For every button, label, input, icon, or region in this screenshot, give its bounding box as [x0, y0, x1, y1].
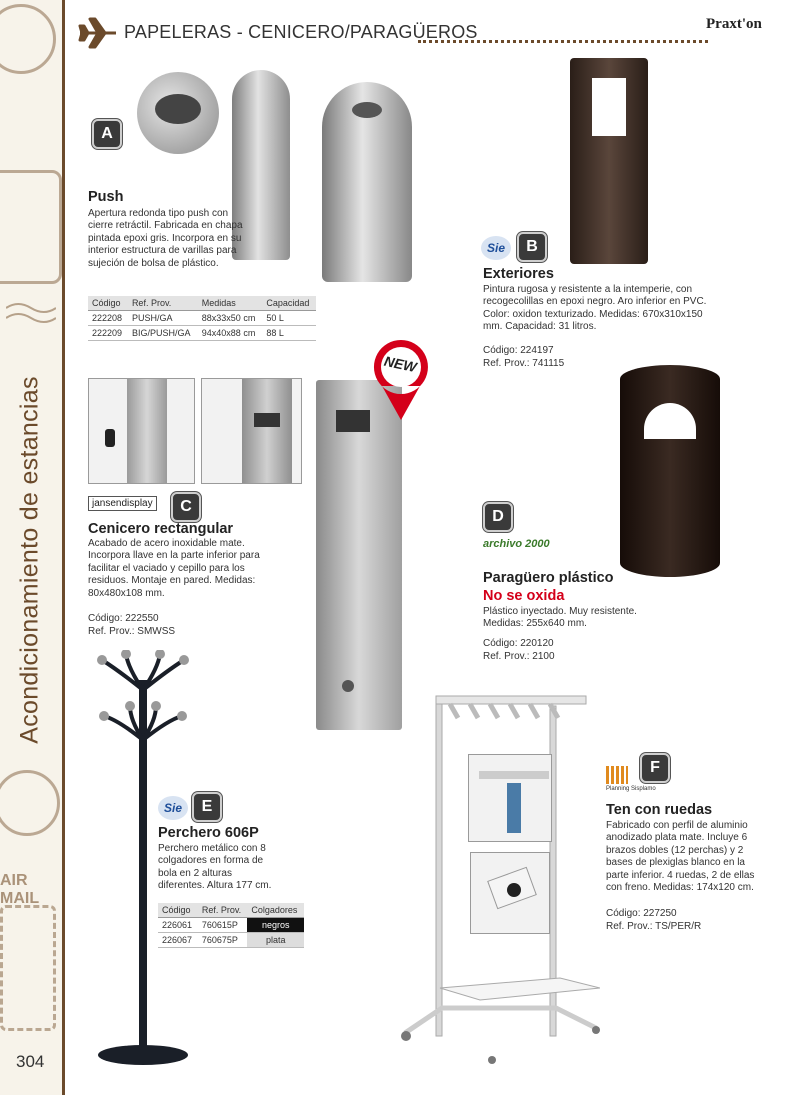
table-row: 222209 BIG/PUSH/GA 94x40x88 cm 88 L	[88, 326, 316, 341]
product-letter-f: F	[640, 753, 670, 783]
product-d-highlight: No se oxida	[483, 588, 565, 604]
airplane-icon	[78, 16, 118, 50]
planning-sisplamo-logo: Planning Sisplamo	[606, 786, 656, 792]
product-b-description: Pintura rugosa y resistente a la intemperie, con recogecolillas en epoxi negro. Aro inferior en PVC. Color: oxidon texturizado. Medidas: 670x310x150 mm. Capacidad: 31 litros.	[483, 284, 707, 333]
product-a-table	[88, 296, 316, 341]
rack-wheel-photo	[470, 852, 550, 934]
push-bin-large	[322, 82, 412, 282]
product-letter-d: D	[483, 502, 513, 532]
product-e-description: Perchero metálico con 8 colgadores en forma de bola en 2 alturas diferentes. Altura 177 cm.	[158, 843, 272, 892]
section-label: Acondicionamiento de estancias	[15, 376, 44, 744]
outdoor-bin-illustration	[570, 58, 648, 264]
postmark-stamp	[0, 4, 56, 74]
table-header: Código	[158, 903, 198, 918]
header-dotted-rule	[418, 40, 708, 43]
rack-hanger-photo	[468, 754, 552, 842]
product-letter-b: B	[517, 232, 547, 262]
table-row: 226061 760615P negros	[158, 918, 304, 933]
new-badge-icon	[372, 338, 430, 422]
product-letter-a: A	[92, 119, 122, 149]
table-row: 226067 760675P plata	[158, 933, 304, 948]
key-detail-photo	[88, 378, 195, 484]
product-a-title: Push	[88, 189, 124, 205]
product-a-description: Apertura redonda tipo push con cierre retráctil. Fabricada en chapa pintada epoxi gris. Incorpora en su interior estructura de varillas para sujeción de bolsa de plástico.	[88, 208, 243, 269]
table-header: Colgadores	[247, 903, 304, 918]
product-f-ref: Ref. Prov.: TS/PER/R	[606, 921, 702, 932]
push-lid-closeup	[137, 72, 219, 154]
product-e-title: Perchero 606P	[158, 825, 259, 841]
ashtray-use-photo	[201, 378, 302, 484]
postmark-stamp	[0, 770, 60, 836]
product-f-description: Fabricado con perfil de aluminio anodizado plata mate. Incluye 6 brazos dobles (12 perchas) y 2 bases de plexiglas blanco en la parte inferior. 4 ruedas, 2 de ellas con freno. Medidas: 174x120 cm.	[606, 820, 755, 894]
new-badge-label: NEW	[382, 352, 418, 376]
product-c-ref: Ref. Prov.: SMWSS	[88, 626, 176, 637]
product-d-title: Paragüero plástico	[483, 570, 614, 586]
table-row: 222208 PUSH/GA 88x33x50 cm 50 L	[88, 311, 316, 326]
product-letter-e: E	[192, 792, 222, 822]
archivo-2000-logo: archivo 2000	[483, 538, 550, 550]
product-letter-c: C	[171, 492, 201, 522]
page-title: PAPELERAS - CENICERO/PARAGÜEROS	[124, 22, 478, 42]
product-e-table	[158, 903, 304, 948]
postmark-stamp	[0, 170, 62, 284]
page-number: 304	[16, 1052, 45, 1071]
product-c-code: Código: 222550	[88, 613, 159, 624]
postage-stamp	[0, 905, 56, 1031]
umbrella-stand-illustration	[620, 365, 720, 577]
table-header: Ref. Prov.	[128, 296, 198, 311]
wavy-lines-icon	[6, 300, 56, 330]
product-c-title: Cenicero rectangular	[88, 521, 234, 537]
sie-logo: Sie	[481, 236, 511, 260]
product-b-ref: Ref. Prov.: 741115	[483, 358, 565, 369]
product-b-title: Exteriores	[483, 266, 554, 282]
product-d-description: Plástico inyectado. Muy resistente. Medidas: 255x640 mm.	[483, 606, 637, 630]
product-f-title: Ten con ruedas	[606, 802, 713, 818]
product-d-ref: Ref. Prov.: 2100	[483, 651, 555, 662]
brand-logo: Praxt'on	[706, 16, 762, 32]
product-b-code: Código: 224197	[483, 345, 554, 356]
table-header: Ref. Prov.	[198, 903, 248, 918]
jansendisplay-logo: jansendisplay	[88, 496, 157, 511]
rectangular-ashtray-illustration	[316, 380, 402, 730]
stamp-strip	[0, 0, 65, 1095]
table-header: Código	[88, 296, 128, 311]
product-c-description: Acabado de acero inoxidable mate. Incorpora llave en la parte inferior para facilitar el vaciado y cepillo para los residuos. Montaje en pared. Medidas: 80x480x108 mm.	[88, 538, 260, 599]
product-f-code: Código: 227250	[606, 908, 677, 919]
sie-logo: Sie	[158, 796, 188, 820]
table-header: Medidas	[198, 296, 263, 311]
table-header: Capacidad	[262, 296, 316, 311]
air-mail-stamp: AIR MAIL	[0, 872, 40, 907]
planning-sisplamo-mark-icon	[606, 766, 628, 784]
product-d-code: Código: 220120	[483, 638, 554, 649]
